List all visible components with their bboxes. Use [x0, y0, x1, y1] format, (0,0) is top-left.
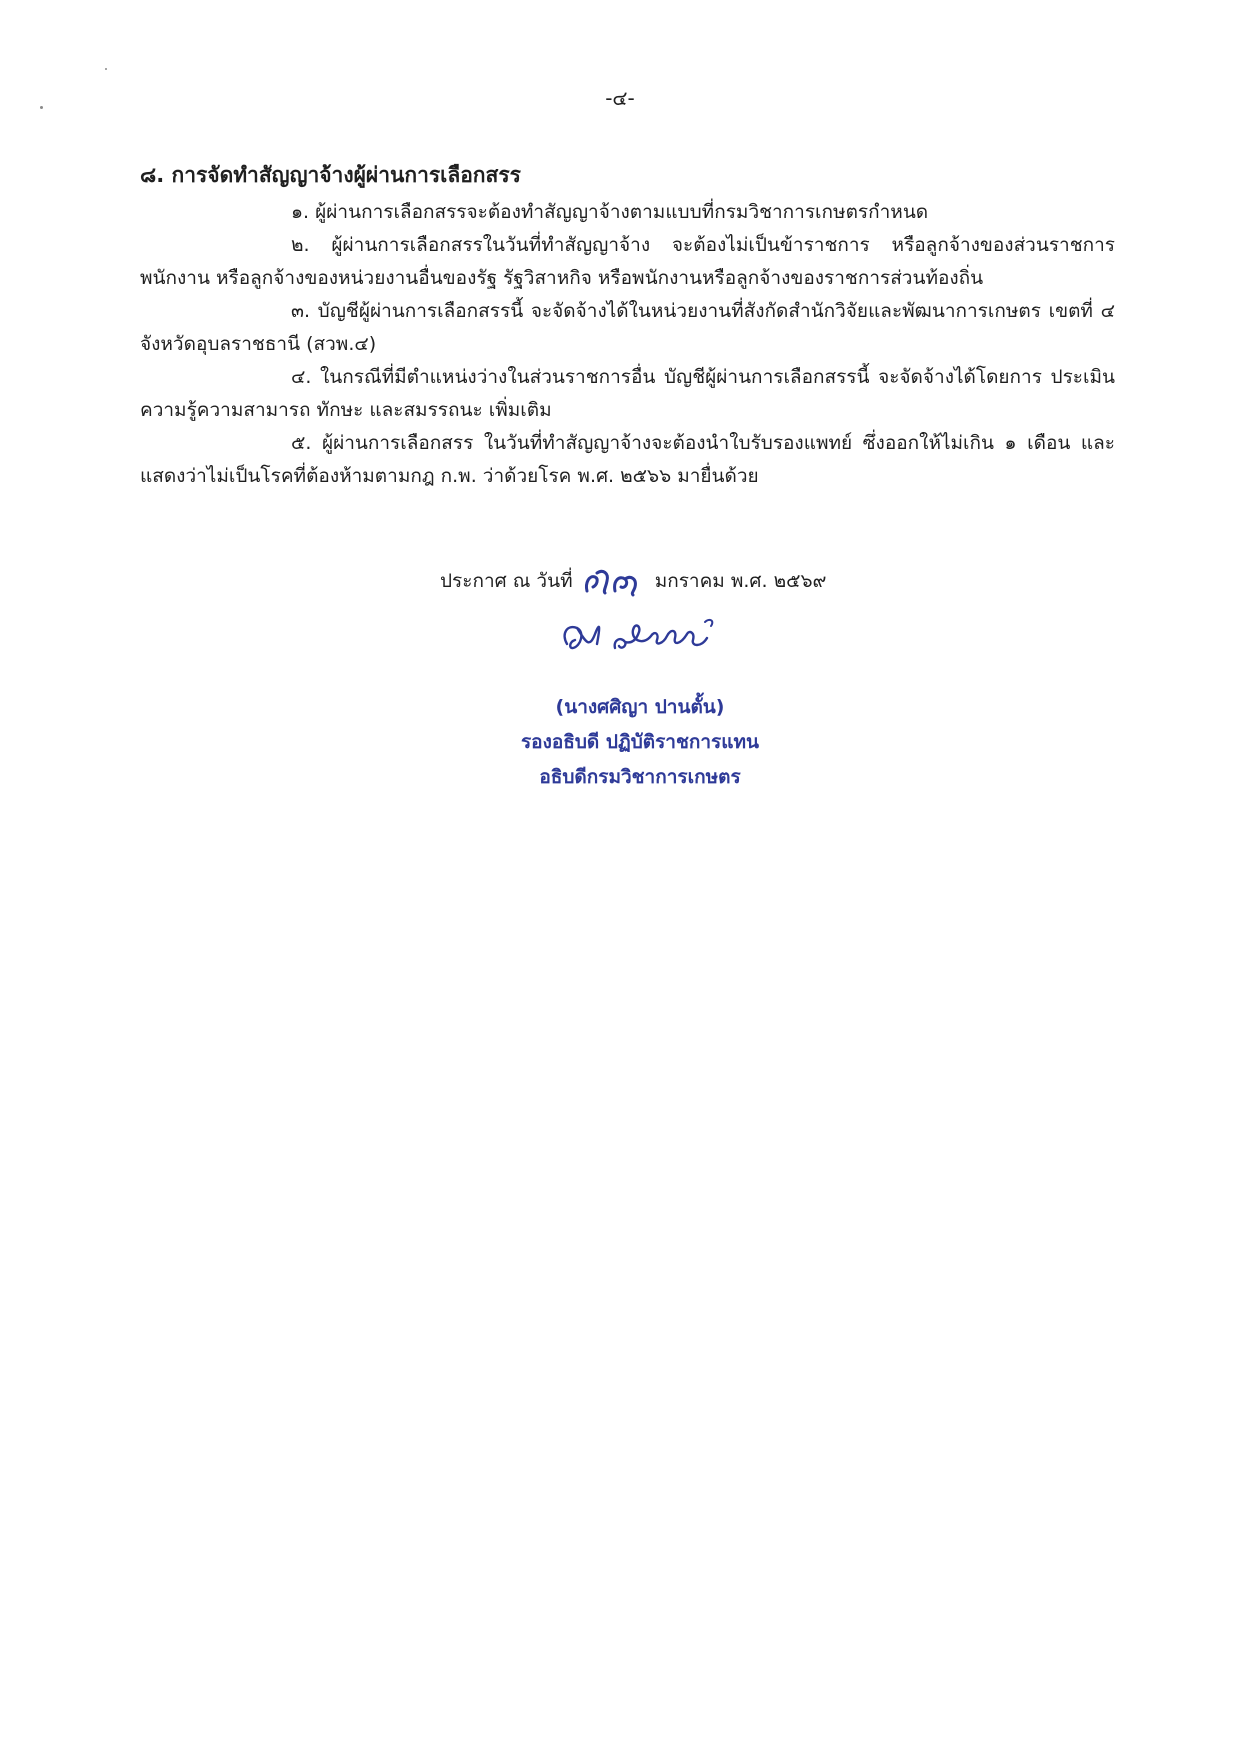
signer-block: [440, 690, 840, 795]
signer-position-line2: อธิบดีกรมวิชาการเกษตร: [539, 766, 741, 788]
clause-5: ๕. ผู้ผ่านการเลือกสรร ในวันที่ทำสัญญาจ้างจะต้องนำใบรับรองแพทย์ ซึ่งออกให้ไม่เกิน ๑ เดือน และแสดงว่าไม่เป็นโรคที่ต้องห้ามตามกฎ ก.พ. ว่าด้วยโรค พ.ศ. ๒๕๖๖ มายื่นด้วย: [140, 432, 1115, 487]
signer-name: (นางศศิญา ปานตั้น): [555, 696, 725, 718]
announcement-prefix: ประกาศ ณ วันที่: [440, 570, 573, 592]
page-number: -๔-: [605, 86, 635, 110]
signer-position-line1: รองอธิบดี ปฏิบัติราชการแทน: [520, 731, 760, 753]
clause-4: ๔. ในกรณีที่มีตำแหน่งว่างในส่วนราชการอื่น บัญชีผู้ผ่านการเลือกสรรนี้ จะจัดจ้างได้โดยการ ประเมินความรู้ความสามารถ ทักษะ และสมรรถนะ เพิ่มเติม: [140, 366, 1115, 421]
handwritten-day: [579, 565, 649, 599]
announcement-date-line: [440, 564, 826, 599]
announcement-suffix: มกราคม พ.ศ. ๒๕๖๙: [654, 570, 827, 592]
section-body: [140, 196, 1115, 493]
clause-2: ๒. ผู้ผ่านการเลือกสรรในวันที่ทำสัญญาจ้าง จะต้องไม่เป็นข้าราชการ หรือลูกจ้างของส่วนราชการ พนักงาน หรือลูกจ้างของหน่วยงานอื่นของรัฐ รัฐวิสาหกิจ หรือพนักงานหรือลูกจ้างของราชการส่วนท้องถิ่น: [140, 234, 1115, 289]
signature: [555, 604, 755, 674]
clause-1: ๑. ผู้ผ่านการเลือกสรรจะต้องทำสัญญาจ้างตามแบบที่กรมวิชาการเกษตรกำหนด: [291, 201, 929, 223]
scan-speck: [105, 68, 107, 70]
section-heading: ๘. การจัดทำสัญญาจ้างผู้ผ่านการเลือกสรร: [140, 163, 521, 187]
clause-3: ๓. บัญชีผู้ผ่านการเลือกสรรนี้ จะจัดจ้างได้ในหน่วยงานที่สังกัดสำนักวิจัยและพัฒนาการเกษตร เขตที่ ๔ จังหวัดอุบลราชธานี (สวพ.๔): [140, 300, 1115, 355]
